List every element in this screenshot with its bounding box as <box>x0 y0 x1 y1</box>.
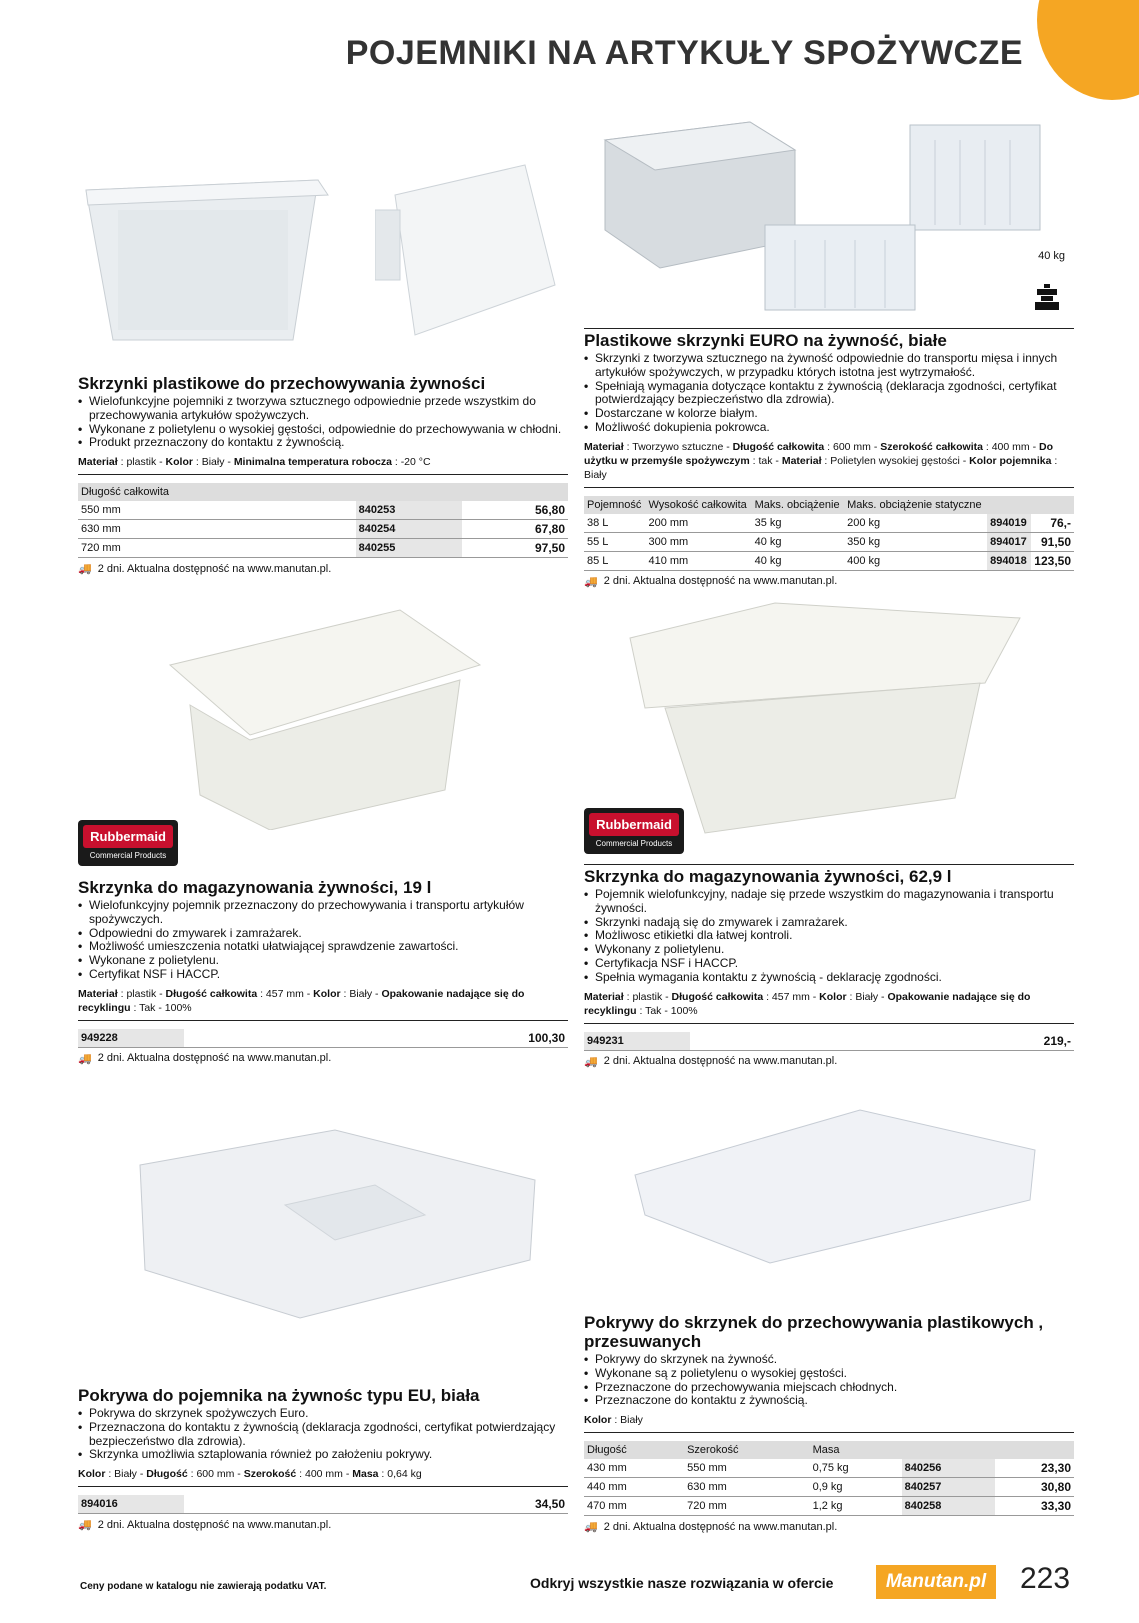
product-image-euro-crate-small[interactable] <box>760 220 920 315</box>
spec-line: Materiał : plastik - Długość całkowita : 457 mm - Kolor : Biały - Opakowanie nadające się do recyklingu : Tak - 100% <box>78 985 568 1021</box>
vat-note: Ceny podane w katalogu nie zawierają podatku VAT. <box>80 1581 327 1592</box>
product-section-19l <box>78 878 568 1065</box>
table-row[interactable]: 550 mm 840253 56,80 <box>78 501 568 520</box>
weight-icon <box>1033 284 1061 312</box>
bullet: • Wykonany z polietylenu. <box>584 943 1074 957</box>
truck-icon: 🚚 <box>584 1521 598 1534</box>
product-image-eu-lid[interactable] <box>135 1120 540 1320</box>
bullet: • Wielofunkcyjne pojemniki z tworzywa sztucznego odpowiednie przede wszystkim do przechowywania artykułów spożywczych. <box>78 395 568 423</box>
table-row[interactable]: 470 mm 720 mm 1,2 kg 840258 33,30 <box>584 1497 1074 1516</box>
availability: 🚚 2 dni. Aktualna dostępność na www.manutan.pl. <box>78 562 332 576</box>
footer-cta: Odkryj wszystkie nasze rozwiązania w ofercie <box>530 1575 834 1591</box>
availability: 🚚 2 dni. Aktualna dostępność na www.manutan.pl. <box>584 575 838 588</box>
table-row[interactable]: 440 mm 630 mm 0,9 kg 840257 30,80 <box>584 1478 1074 1497</box>
corner-accent <box>1037 0 1139 100</box>
logo-brand: Rubbermaid <box>589 813 679 836</box>
price-table <box>78 1495 568 1514</box>
bullet: • Skrzynki nadają się do zmywarek i zamrażarek. <box>584 916 1074 930</box>
bullet: • Pokrywy do skrzynek na żywność. <box>584 1353 1074 1367</box>
product-title: Skrzynki plastikowe do przechowywania żywności <box>78 374 486 393</box>
logo-sub: Commercial Products <box>595 839 673 848</box>
rubbermaid-logo-2 <box>584 808 684 854</box>
spec-line: Materiał : plastik - Kolor : Biały - Minimalna temperatura robocza : -20 °C <box>78 453 568 475</box>
spec-line: Materiał : plastik - Długość całkowita : 457 mm - Kolor : Biały - Opakowanie nadające się do recyklingu : Tak - 100% <box>584 988 1074 1024</box>
product-image-19l-box[interactable] <box>160 605 490 830</box>
bullet: • Możliwość dokupienia pokrowca. <box>584 421 1074 435</box>
product-section-euro-crates <box>584 328 1074 588</box>
col-header: Długość całkowita <box>78 483 356 501</box>
product-title: Skrzynka do magazynowania żywności, 62,9 l <box>584 864 1074 886</box>
bullet: • Produkt przeznaczony do kontaktu z żywnością. <box>78 436 568 450</box>
price-table: Długość Szerokość Masa 430 mm 550 mm 0,75 kg 840256 23,30 440 mm 630 mm 0,9 kg 840257 30,80 470 mm 720 mm 1,2 kg 840258 33,30 <box>584 1441 1074 1516</box>
product-image-62l-box[interactable] <box>625 598 1025 838</box>
truck-icon: 🚚 <box>78 563 92 576</box>
bullet: • Przeznaczone do kontaktu z żywnością. <box>584 1394 1074 1408</box>
truck-icon: 🚚 <box>584 1055 598 1068</box>
product-title: Plastikowe skrzynki EURO na żywność, białe <box>584 328 1074 350</box>
table-row[interactable]: 55 L 300 mm 40 kg 350 kg 894017 91,50 <box>584 532 1074 551</box>
table-row[interactable]: 949228 100,30 <box>78 1029 568 1048</box>
bullet: • Dostarczane w kolorze białym. <box>584 407 1074 421</box>
truck-icon: 🚚 <box>78 1519 92 1532</box>
product-title: Skrzynka do magazynowania żywności, 19 l <box>78 878 432 897</box>
table-row[interactable]: 430 mm 550 mm 0,75 kg 840256 23,30 <box>584 1459 1074 1478</box>
bullet: • Odpowiedni do zmywarek i zamrażarek. <box>78 927 568 941</box>
product-section-sliding-lids <box>584 1313 1074 1533</box>
spec-line: Kolor : Biały - Długość : 600 mm - Szerokość : 400 mm - Masa : 0,64 kg <box>78 1465 568 1487</box>
price-table <box>78 483 568 558</box>
bullet: • Wykonane są z polietylenu o wysokiej gęstości. <box>584 1367 1074 1381</box>
logo-sub: Commercial Products <box>89 851 167 860</box>
table-row[interactable]: 949231 219,- <box>584 1032 1074 1051</box>
truck-icon: 🚚 <box>584 575 598 588</box>
product-section-eu-lid <box>78 1386 568 1531</box>
availability: 🚚 2 dni. Aktualna dostępność na www.manutan.pl. <box>584 1520 838 1534</box>
logo-brand: Rubbermaid <box>83 825 173 848</box>
product-section-storage-boxes <box>78 374 568 575</box>
bullet: • Wielofunkcyjny pojemnik przeznaczony do przechowywania i transportu artykułów spożywczych. <box>78 899 568 927</box>
product-image-sliding-lid[interactable] <box>630 1105 1040 1265</box>
bullet: • Przeznaczone do przechowywania miejscach chłodnych. <box>584 1381 1074 1395</box>
price-table <box>78 1029 568 1048</box>
bullet: • Wykonane z polietylenu o wysokiej gęstości, odpowiednie do przechowywania w chłodni. <box>78 423 568 437</box>
availability: 🚚 2 dni. Aktualna dostępność na www.manutan.pl. <box>584 1055 838 1068</box>
weight-badge-label: 40 kg <box>1038 250 1065 262</box>
bullet: • Pokrywa do skrzynek spożywczych Euro. <box>78 1407 568 1421</box>
product-image-storage-boxes[interactable] <box>78 150 348 350</box>
table-row[interactable]: 630 mm 840254 67,80 <box>78 520 568 539</box>
spec-line: Materiał : Tworzywo sztuczne - Długość całkowita : 600 mm - Szerokość całkowita : 400 mm - Do użytku w przemyśle spożywczym : tak - Materiał : Polietylen wysokiej gęstości - Kolor pojemnika : Biały <box>584 438 1074 488</box>
bullet: • Certyfikat NSF i HACCP. <box>78 968 568 982</box>
bullet: • Wykonane z polietylenu. <box>78 954 568 968</box>
table-row[interactable]: 894016 34,50 <box>78 1495 568 1514</box>
product-image-euro-crate-tall[interactable] <box>905 120 1045 235</box>
truck-icon: 🚚 <box>78 1052 92 1065</box>
table-row[interactable]: 38 L 200 mm 35 kg 200 kg 894019 76,- <box>584 514 1074 533</box>
bullet: • Skrzynki z tworzywa sztucznego na żywność odpowiednie do transportu mięsa i innych artykułów spożywczych, w przypadku których istotna jest wytrzymałość. <box>584 352 1074 380</box>
product-title: Pokrywy do skrzynek do przechowywania plastikowych , przesuwanych <box>584 1313 1044 1351</box>
availability: 🚚 2 dni. Aktualna dostępność na www.manutan.pl. <box>78 1518 332 1532</box>
page-title: POJEMNIKI NA ARTYKUŁY SPOŻYWCZE <box>345 34 1023 72</box>
product-title: Pokrywa do pojemnika na żywnośc typu EU, biała <box>78 1386 480 1405</box>
manutan-logo[interactable]: Manutan.pl <box>876 1565 996 1599</box>
bullet: • Przeznaczona do kontaktu z żywnością (deklaracja zgodności, certyfikat potwierdzający bezpieczeństwo dla zdrowia). <box>78 1421 568 1449</box>
product-image-storage-box-side[interactable] <box>375 155 565 345</box>
bullet: • Możliwosc etikietki dla łatwej kontroli. <box>584 929 1074 943</box>
bullet: • Spełniają wymagania dotyczące kontaktu z żywnością (deklaracja zgodności, certyfikat potwierdzający bezpieczeństwo dla zdrowia). <box>584 380 1074 408</box>
bullet: • Skrzynka umożliwia sztaplowania również po założeniu pokrywy. <box>78 1448 568 1462</box>
table-row[interactable]: 85 L 410 mm 40 kg 400 kg 894018 123,50 <box>584 551 1074 570</box>
price-table: Pojemność Wysokość całkowita Maks. obciążenie Maks. obciążenie statyczne 38 L 200 mm 35 kg 200 kg 894019 76,- 55 L 300 mm 40 kg 350 kg 894017 91,50 85 L 410 mm 40 kg 400 kg 894018 123,50 <box>584 496 1074 571</box>
page-number: 223 <box>1020 1562 1071 1595</box>
bullet: • Możliwość umieszczenia notatki ułatwiającej sprawdzenie zawartości. <box>78 940 568 954</box>
price-table <box>584 1032 1074 1051</box>
product-section-62l <box>584 864 1074 1068</box>
bullet: • Spełnia wymagania kontaktu z żywnością - deklarację zgodności. <box>584 971 1074 985</box>
availability: 🚚 2 dni. Aktualna dostępność na www.manutan.pl. <box>78 1052 332 1065</box>
bullet: • Pojemnik wielofunkcyjny, nadaje się przede wszystkim do magazynowania i transportu żywności. <box>584 888 1074 916</box>
table-row[interactable]: 720 mm 840255 97,50 <box>78 539 568 558</box>
rubbermaid-logo <box>78 820 178 866</box>
bullet: • Certyfikacja NSF i HACCP. <box>584 957 1074 971</box>
spec-line: Kolor : Biały <box>584 1411 1074 1433</box>
